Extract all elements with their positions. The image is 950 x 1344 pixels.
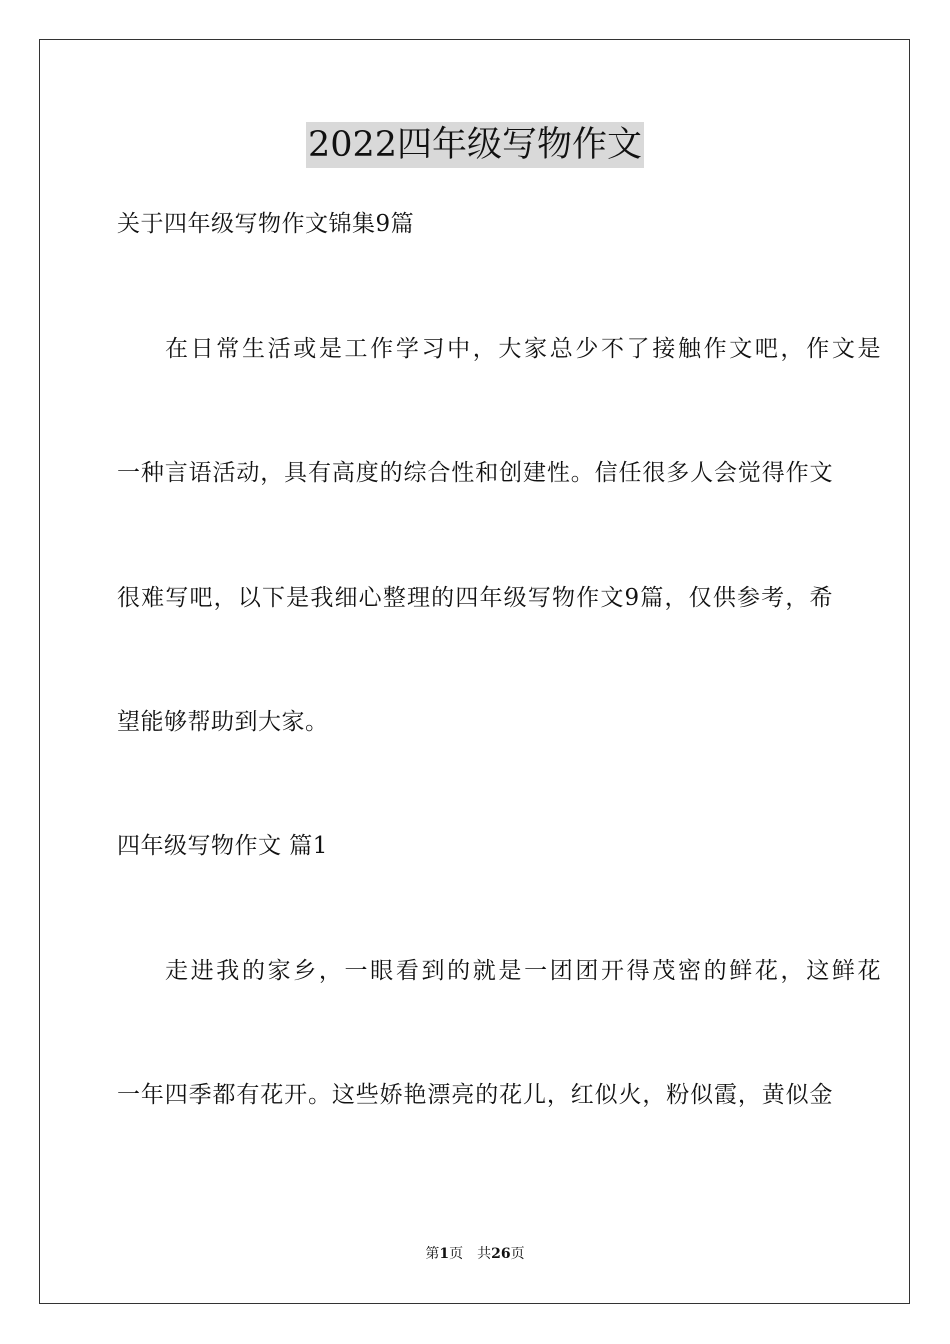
- section-line-2: 一年四季都有花开。这些娇艳漂亮的花儿，红似火，粉似霞，黄似金: [117, 1082, 833, 1108]
- footer-page-suffix: 页: [449, 1246, 464, 1262]
- footer-total-pages: 26: [491, 1246, 511, 1262]
- document-subtitle: 关于四年级写物作文锦集9篇: [117, 211, 415, 237]
- intro-line-1: 在日常生活或是工作学习中，大家总少不了接触作文吧，作文是: [165, 336, 881, 362]
- section-heading: 四年级写物作文 篇1: [117, 833, 328, 859]
- intro-line-4: 望能够帮助到大家。: [117, 709, 329, 735]
- page-footer: [0, 1244, 950, 1264]
- footer-page-prefix: 第: [425, 1246, 440, 1262]
- footer-total-suffix: 页: [510, 1246, 525, 1262]
- intro-line-2: 一种言语活动，具有高度的综合性和创建性。信任很多人会觉得作文: [117, 460, 833, 486]
- intro-line-3: 很难写吧，以下是我细心整理的四年级写物作文9篇，仅供参考，希: [117, 585, 833, 611]
- footer-total-prefix: 共: [477, 1246, 492, 1262]
- footer-page-number: 1: [439, 1246, 450, 1262]
- title-container: [0, 122, 950, 168]
- document-title: 2022四年级写物作文: [306, 122, 644, 168]
- section-line-1: 走进我的家乡，一眼看到的就是一团团开得茂密的鲜花，这鲜花: [165, 958, 881, 984]
